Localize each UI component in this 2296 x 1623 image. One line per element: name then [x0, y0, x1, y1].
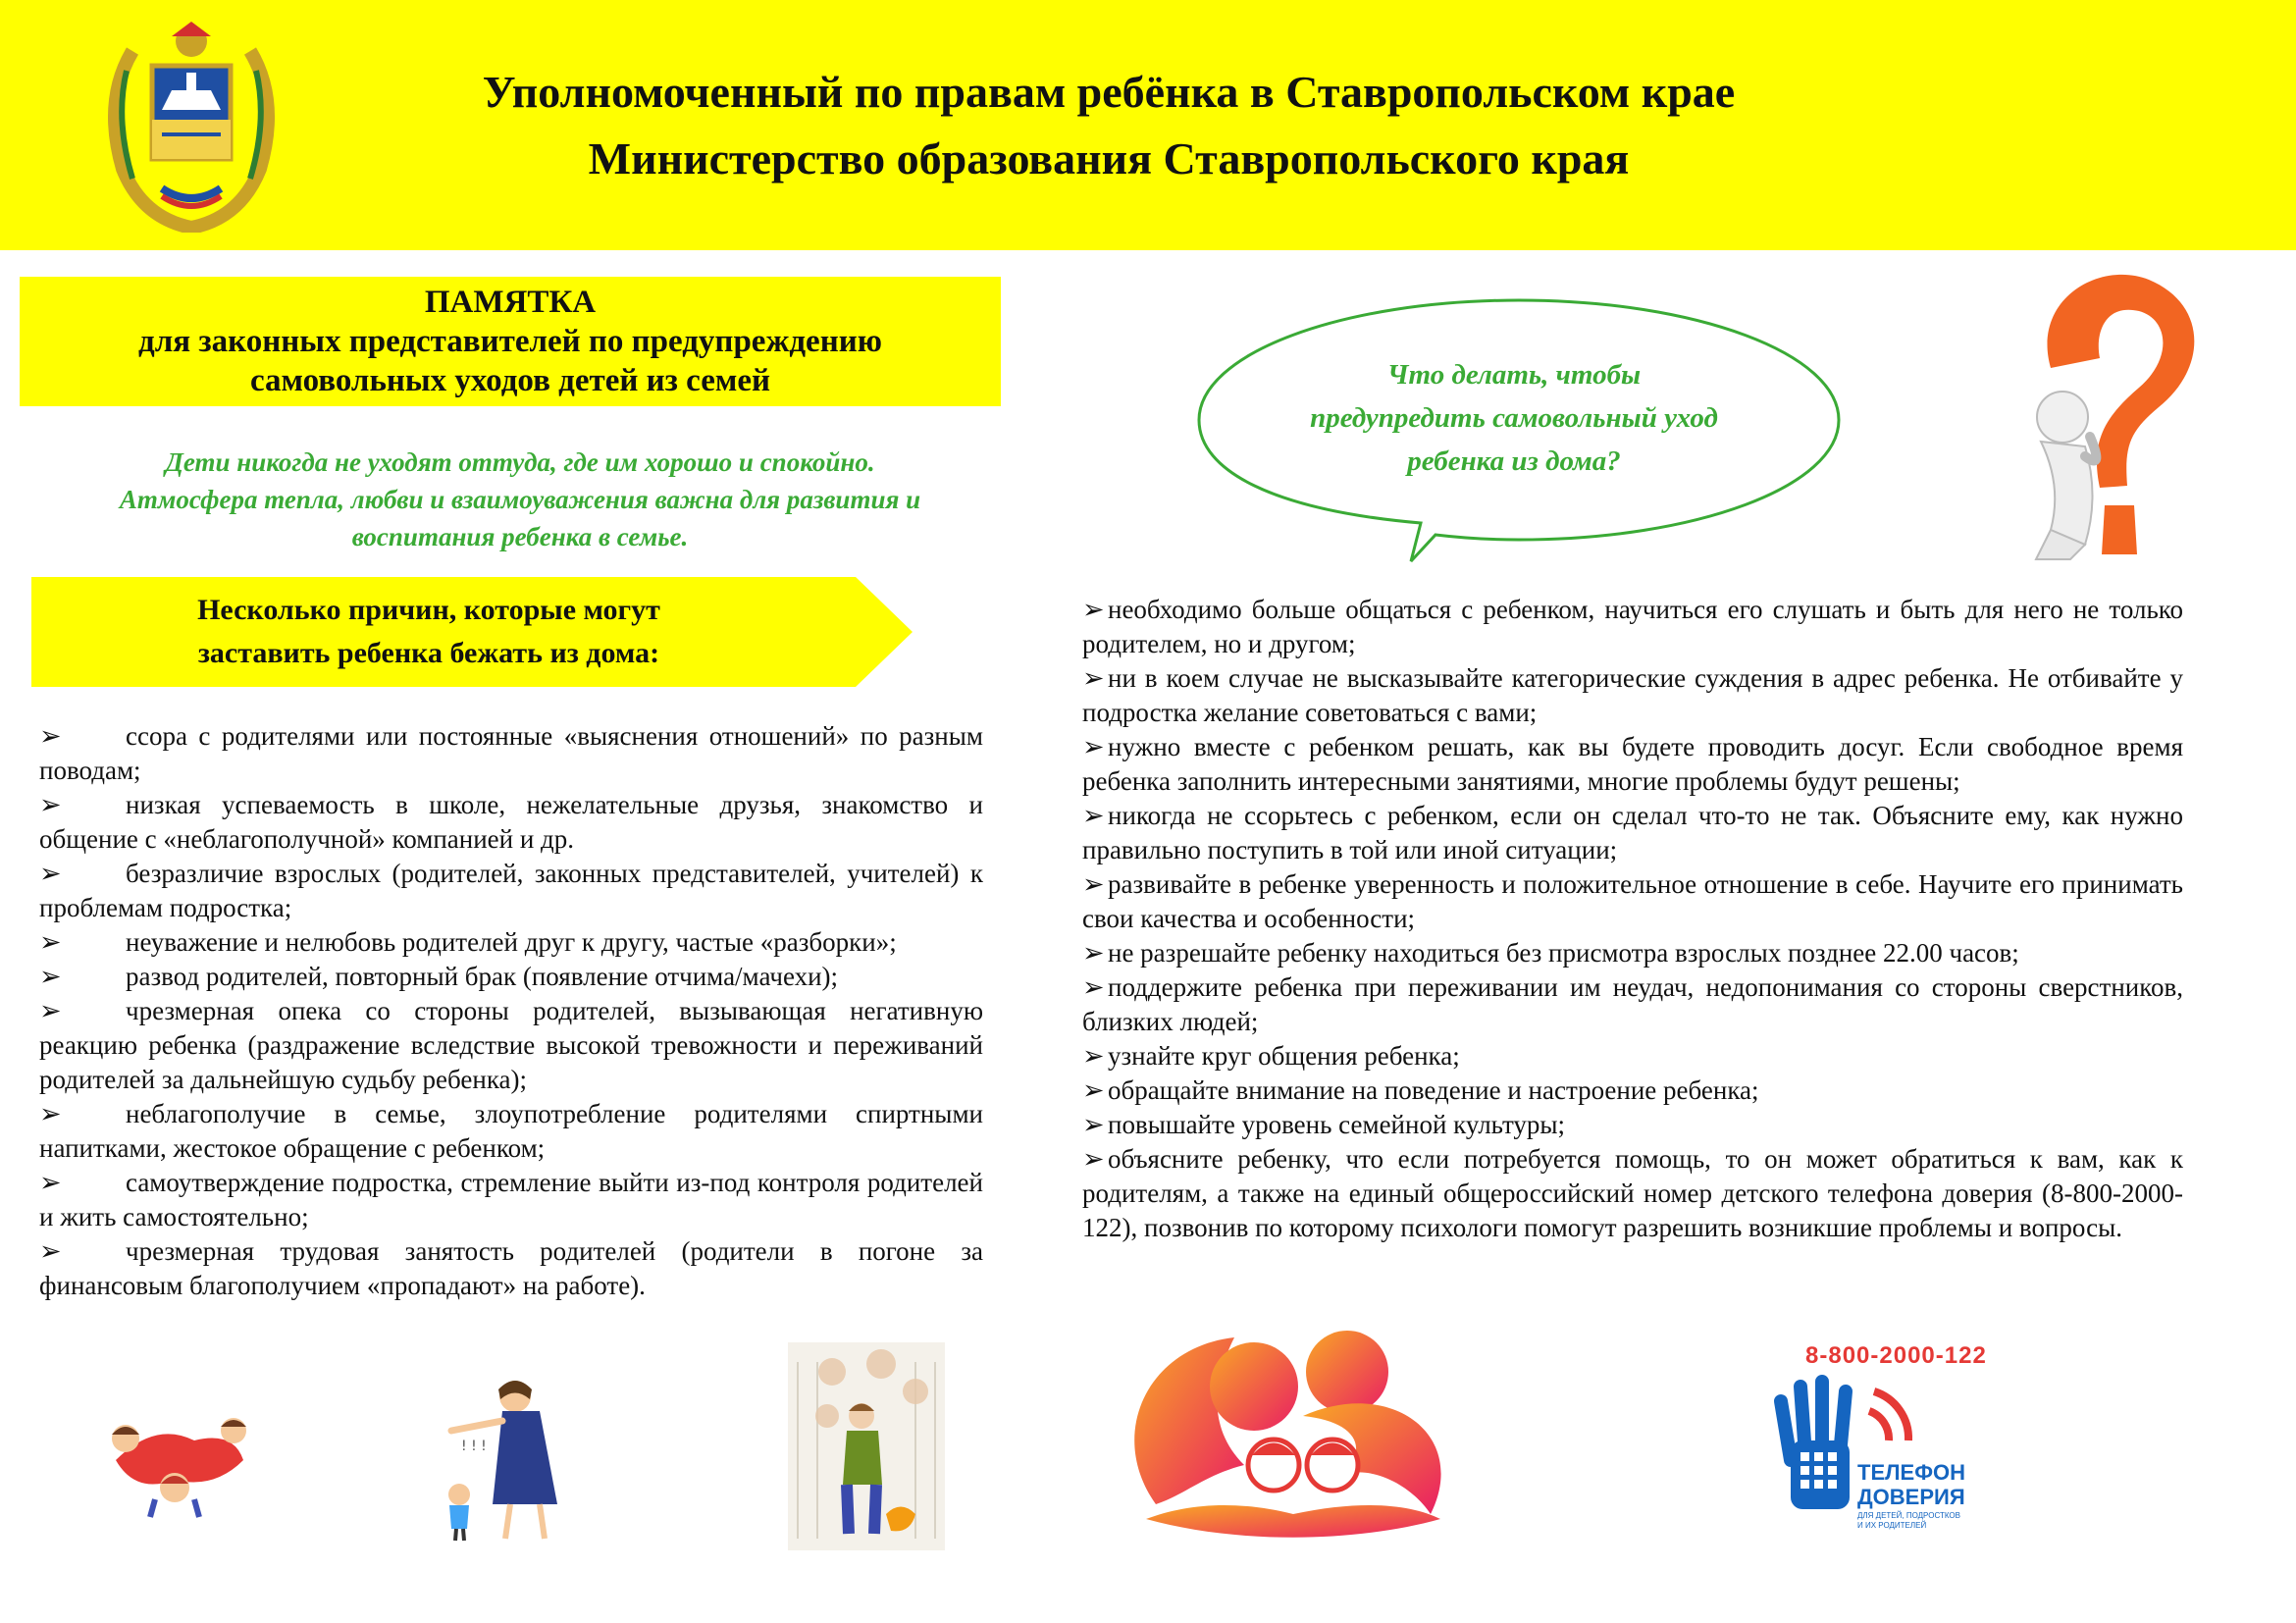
list-item	[1082, 936, 2183, 970]
list-item	[39, 925, 983, 960]
list-item	[1082, 593, 2183, 661]
family-embrace-logo-icon	[1117, 1318, 1460, 1539]
list-item-text: ссора с родителями или постоянные «выяснения отношений» по разным поводам;	[39, 721, 983, 785]
header-line-2: Министерство образования Ставропольского края	[588, 133, 1630, 183]
list-item	[39, 1166, 983, 1234]
reasons-list	[39, 719, 983, 1303]
reasons-heading-arrow	[31, 577, 914, 687]
list-item-text: неуважение и нелюбовь родителей друг к другу, частые «разборки»;	[126, 927, 897, 957]
list-item-text: чрезмерная опека со стороны родителей, вызывающая негативную реакцию ребенка (раздражение вследствие высокой тревожности и переживаний родителей за дальнейшую судьбу ребенка);	[39, 996, 983, 1094]
list-item-text: поддержите ребенка при переживании им неудач, недопонимания со стороны сверстников, близких людей;	[1082, 972, 2183, 1036]
hotline-label-line-2: ДОВЕРИЯ	[1857, 1485, 1965, 1509]
memo-subtitle-line-1: для законных представителей по предупреждению	[138, 324, 882, 359]
bullet-arrow-icon: ➢	[1082, 938, 1105, 968]
reasons-heading-line-1: Несколько причин, которые могут	[197, 594, 660, 626]
list-item-text: неблагополучие в семье, злоупотребление родителями спиртными напитками, жестокое обращение с ребенком;	[39, 1099, 983, 1163]
list-item	[1082, 867, 2183, 936]
list-item	[1082, 661, 2183, 730]
bubble-line-2: предупредить самовольный уход	[1310, 402, 1718, 434]
list-item	[39, 1234, 983, 1303]
hotline-label-line-1: ТЕЛЕФОН	[1857, 1460, 1965, 1485]
bullet-arrow-icon: ➢	[1082, 1041, 1105, 1071]
bullet-arrow-icon: ➢	[1082, 663, 1105, 693]
svg-text:! ! !: ! ! !	[461, 1439, 487, 1454]
reasons-heading-line-2: заставить ребенка бежать из дома:	[197, 637, 660, 669]
bullet-arrow-icon: ➢	[39, 859, 62, 888]
bullet-arrow-icon: ➢	[1082, 1075, 1105, 1105]
list-item-text: ни в коем случае не высказывайте категорические суждения в адрес ребенка. Не отбивайте у подростка желание советоваться с вами;	[1082, 663, 2183, 727]
bullet-arrow-icon: ➢	[39, 996, 62, 1025]
list-item	[1082, 1073, 2183, 1108]
list-item	[1082, 730, 2183, 799]
bullet-arrow-icon: ➢	[1082, 595, 1105, 624]
list-item-text: чрезмерная трудовая занятость родителей (родители в погоне за финансовым благополучием «пропадают» на работе).	[39, 1236, 983, 1300]
list-item-text: никогда не ссорьтесь с ребенком, если он сделал что-то не так. Объясните ему, как нужно правильно поступить в той или иной ситуации;	[1082, 801, 2183, 864]
list-item-text: необходимо больше общаться с ребенком, научиться его слушать и быть для него не только родителем, но и другом;	[1082, 595, 2183, 658]
sad-boy-illustration-icon	[788, 1342, 945, 1550]
list-item	[1082, 799, 2183, 867]
hotline-small-line-1: ДЛЯ ДЕТЕЙ, ПОДРОСТКОВ	[1857, 1511, 1960, 1520]
memo-title: ПАМЯТКА	[424, 285, 597, 320]
list-item-text: не разрешайте ребенку находиться без присмотра взрослых позднее 22.00 часов;	[1108, 938, 2019, 968]
list-item-text: узнайте круг общения ребенка;	[1108, 1041, 1460, 1071]
bullet-arrow-icon: ➢	[1082, 1110, 1105, 1139]
list-item-text: самоутверждение подростка, стремление выйти из-под контроля родителей и жить самостоятельно;	[39, 1168, 983, 1231]
advice-list	[1082, 593, 2183, 1245]
list-item-text: обращайте внимание на поведение и настроение ребенка;	[1108, 1075, 1759, 1105]
list-item	[39, 788, 983, 857]
stavropol-coat-of-arms-icon	[93, 12, 289, 233]
bullet-arrow-icon: ➢	[1082, 869, 1105, 899]
bullet-arrow-icon: ➢	[39, 1099, 62, 1128]
list-item	[39, 1097, 983, 1166]
list-item	[39, 857, 983, 925]
header-line-1: Уполномоченный по правам ребёнка в Ставропольском крае	[482, 67, 1736, 117]
bullet-arrow-icon: ➢	[1082, 732, 1105, 761]
header-titles	[324, 59, 1894, 192]
list-item	[1082, 970, 2183, 1039]
intro-line-2: Атмосфера тепла, любви и взаимоуважения важна для развития и	[119, 485, 921, 514]
bullet-arrow-icon: ➢	[1082, 801, 1105, 830]
bubble-line-3: ребенка из дома?	[1407, 445, 1621, 477]
memo-title-box	[20, 277, 1001, 406]
bullet-arrow-icon: ➢	[39, 721, 62, 751]
list-item	[39, 719, 983, 788]
list-item	[1082, 1142, 2183, 1245]
scolding-mother-illustration-icon	[432, 1372, 579, 1544]
intro-line-3: воспитания ребенка в семье.	[351, 522, 689, 551]
thinking-figure-question-mark-icon	[2011, 260, 2218, 574]
hotline-number: 8-800-2000-122	[1805, 1342, 1987, 1369]
list-item	[39, 960, 983, 994]
hotline-small-line-2: И ИХ РОДИТЕЛЕЙ	[1857, 1521, 1927, 1530]
memo-subtitle-line-2: самовольных уходов детей из семей	[250, 363, 770, 398]
hotline-logo	[1761, 1342, 1987, 1539]
list-item	[1082, 1039, 2183, 1073]
family-tug-of-war-illustration-icon	[96, 1401, 258, 1519]
question-speech-bubble	[1195, 294, 1960, 569]
bullet-arrow-icon: ➢	[39, 962, 62, 991]
bullet-arrow-icon: ➢	[1082, 972, 1105, 1002]
intro-line-1: Дети никогда не уходят оттуда, где им хорошо и спокойно.	[165, 447, 875, 477]
bullet-arrow-icon: ➢	[39, 1168, 62, 1197]
list-item-text: объясните ребенку, что если потребуется помощь, то он может обратиться к вам, как к родителям, а также на единый общероссийский номер детского телефона доверия (8-800-2000-122), позвонив по которому психологи помогут разрешить возникшие проблемы и вопросы.	[1082, 1144, 2183, 1242]
list-item-text: развивайте в ребенке уверенность и положительное отношение в себе. Научите его принимать свои качества и особенности;	[1082, 869, 2183, 933]
list-item-text: низкая успеваемость в школе, нежелательные друзья, знакомство и общение с «неблагополучной» компанией и др.	[39, 790, 983, 854]
header-banner	[0, 0, 2296, 250]
bubble-line-1: Что делать, чтобы	[1386, 359, 1642, 391]
list-item	[39, 994, 983, 1097]
bullet-arrow-icon: ➢	[39, 1236, 62, 1266]
list-item-text: безразличие взрослых (родителей, законных представителей, учителей) к проблемам подростка;	[39, 859, 983, 922]
list-item-text: развод родителей, повторный брак (появление отчима/мачехи);	[126, 962, 839, 991]
list-item-text: повышайте уровень семейной культуры;	[1108, 1110, 1566, 1139]
list-item-text: нужно вместе с ребенком решать, как вы будете проводить досуг. Если свободное время ребенка заполнить интересными занятиями, многие проблемы будут решены;	[1082, 732, 2183, 796]
intro-text	[39, 444, 1001, 555]
bullet-arrow-icon: ➢	[39, 790, 62, 819]
list-item	[1082, 1108, 2183, 1142]
bullet-arrow-icon: ➢	[1082, 1144, 1105, 1174]
bullet-arrow-icon: ➢	[39, 927, 62, 957]
